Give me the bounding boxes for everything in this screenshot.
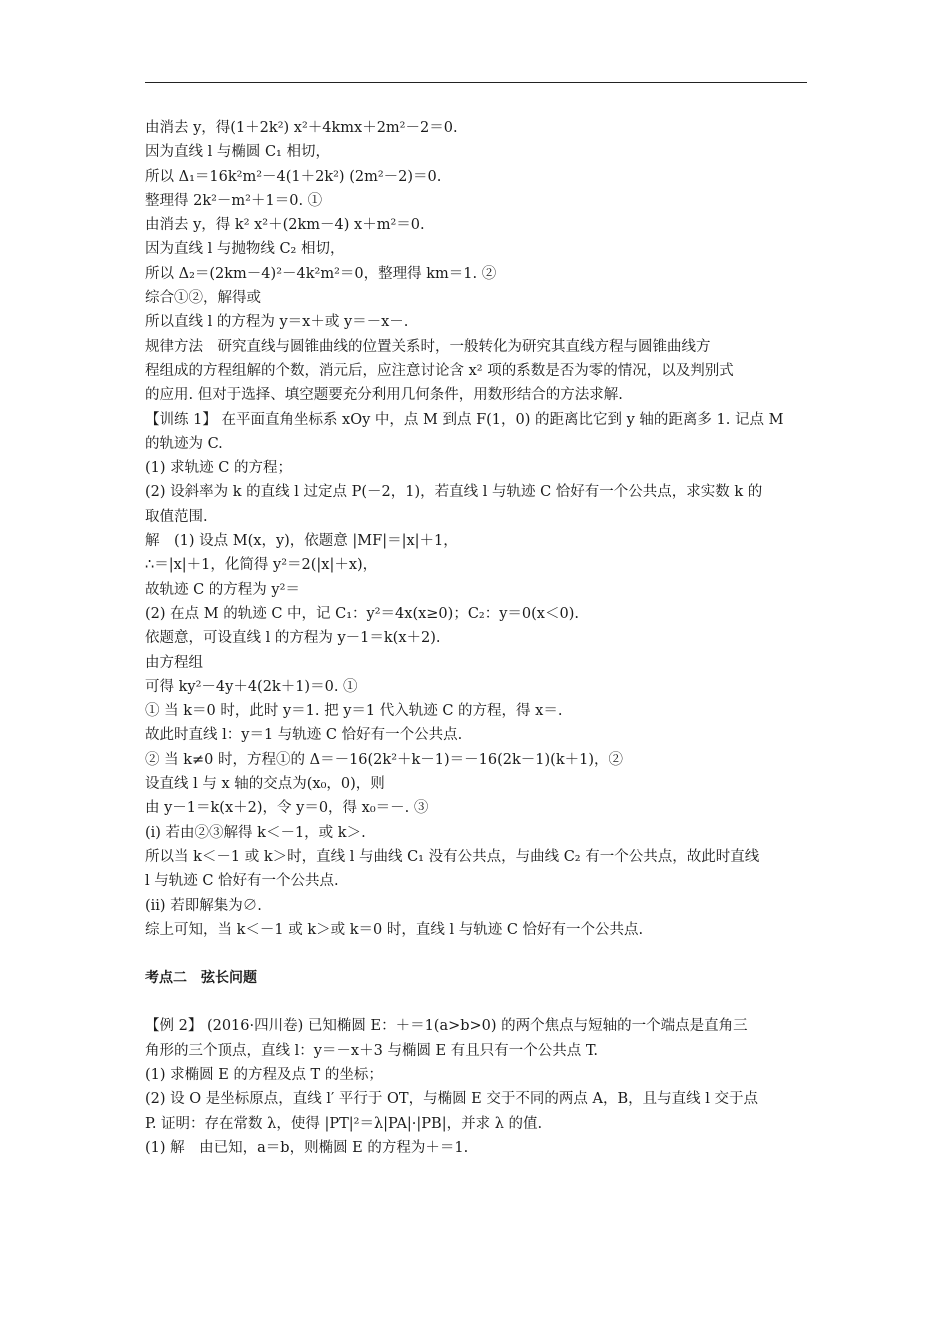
section-heading: 考点二 弦长问题: [145, 970, 257, 987]
method-note-line: 规律方法 研究直线与圆锥曲线的位置关系时，一般转化为研究其直线方程与圆锥曲线方: [145, 338, 711, 355]
solution-line: 依题意，可设直线 l 的方程为 y－1＝k(x＋2).: [145, 630, 441, 647]
text-line: 所以 Δ₂＝(2km－4)²－4k²m²＝0，整理得 km＝1. ②: [145, 265, 497, 282]
exercise-statement-line: 【训练 1】 在平面直角坐标系 xOy 中，点 M 到点 F(1，0) 的距离比它到 y 轴的距离多 1. 记点 M: [145, 411, 784, 428]
document-body: [145, 116, 807, 1160]
text-line: 因为直线 l 与抛物线 C₂ 相切，: [145, 241, 345, 258]
solution-line: 由方程组: [145, 654, 203, 671]
text-line: 所以 Δ₁＝16k²m²－4(1＋2k²) (2m²－2)＝0.: [145, 168, 442, 185]
exercise-question-line: 取值范围.: [145, 508, 208, 525]
solution-line: 所以当 k＜－1 或 k＞时，直线 l 与曲线 C₁ 没有公共点，与曲线 C₂ 有一个公共点，故此时直线: [145, 848, 760, 865]
solution-line: (1) 解 由已知，a＝b，则椭圆 E 的方程为＋＝1.: [145, 1139, 469, 1156]
method-note-line: 程组成的方程组解的个数，消元后，应注意讨论含 x² 项的系数是否为零的情况，以及判别式: [145, 362, 734, 379]
example-question-line: (1) 求椭圆 E 的方程及点 T 的坐标；: [145, 1066, 383, 1083]
example-text-part2: [145, 1014, 807, 1160]
exercise-question-line: (1) 求轨迹 C 的方程；: [145, 460, 292, 477]
solution-line: 由 y－1＝k(x＋2)，令 y＝0，得 x₀＝－. ③: [145, 800, 429, 817]
exercise-question-line: (2) 设斜率为 k 的直线 l 过定点 P(－2，1)，若直线 l 与轨迹 C 恰好有一个公共点，求实数 k 的: [145, 484, 763, 501]
text-line: 因为直线 l 与椭圆 C₁ 相切，: [145, 144, 330, 161]
text-line: 综合①②，解得或: [145, 290, 261, 307]
text-line: 由消去 y，得 k² x²＋(2km－4) x＋m²＝0.: [145, 217, 425, 234]
exercise-statement-line: 的轨迹为 C.: [145, 435, 223, 452]
solution-line: (2) 在点 M 的轨迹 C 中，记 C₁：y²＝4x(x≥0)；C₂：y＝0(x＜0).: [145, 605, 579, 622]
solution-line: (ⅰ) 若由②③解得 k＜－1，或 k＞.: [145, 824, 366, 841]
solution-line: ∴＝|x|＋1，化简得 y²＝2(|x|＋x)，: [145, 557, 378, 574]
header-rule: [145, 82, 807, 83]
method-note-line: 的应用. 但对于选择、填空题要充分利用几何条件，用数形结合的方法求解.: [145, 387, 623, 404]
solution-line: ② 当 k≠0 时，方程①的 Δ＝－16(2k²＋k－1)＝－16(2k－1)(k＋1)，②: [145, 751, 623, 768]
solution-line: 解 (1) 设点 M(x，y)，依题意 |MF|＝|x|＋1，: [145, 533, 458, 550]
solution-line: ① 当 k＝0 时，此时 y＝1. 把 y＝1 代入轨迹 C 的方程，得 x＝.: [145, 703, 563, 720]
spacer: [145, 942, 807, 966]
text-line: 由消去 y，得(1＋2k²) x²＋4kmx＋2m²－2＝0.: [145, 120, 458, 136]
solution-line: (ⅱ) 若即解集为∅.: [145, 897, 262, 914]
solution-line: l 与轨迹 C 恰好有一个公共点.: [145, 873, 339, 890]
example-question-line: (2) 设 O 是坐标原点，直线 l′ 平行于 OT，与椭圆 E 交于不同的两点 A，B，且与直线 l 交于点: [145, 1091, 758, 1108]
solution-line: 设直线 l 与 x 轴的交点为(x₀，0)，则: [145, 776, 385, 793]
example-statement-line: 角形的三个顶点，直线 l：y＝－x＋3 与椭圆 E 有且只有一个公共点 T.: [145, 1042, 599, 1059]
conclusion-line: 综上可知，当 k＜－1 或 k＞或 k＝0 时，直线 l 与轨迹 C 恰好有一个公共点.: [145, 921, 644, 938]
spacer: [145, 990, 807, 1014]
solution-line: 可得 ky²－4y＋4(2k＋1)＝0. ①: [145, 678, 358, 695]
solution-line: 故此时直线 l：y＝1 与轨迹 C 恰好有一个公共点.: [145, 727, 463, 744]
example-statement-line: 【例 2】 (2016·四川卷) 已知椭圆 E：＋＝1(a>b>0) 的两个焦点与短轴的一个端点是直角三: [145, 1018, 748, 1035]
text-line: 整理得 2k²－m²＋1＝0. ①: [145, 192, 323, 209]
text-line: 所以直线 l 的方程为 y＝x＋或 y＝－x－.: [145, 314, 409, 331]
solution-text-part1: [145, 116, 807, 942]
solution-line: 故轨迹 C 的方程为 y²＝: [145, 581, 300, 598]
example-question-line: P. 证明：存在常数 λ，使得 |PT|²＝λ|PA|·|PB|，并求 λ 的值.: [145, 1115, 543, 1132]
